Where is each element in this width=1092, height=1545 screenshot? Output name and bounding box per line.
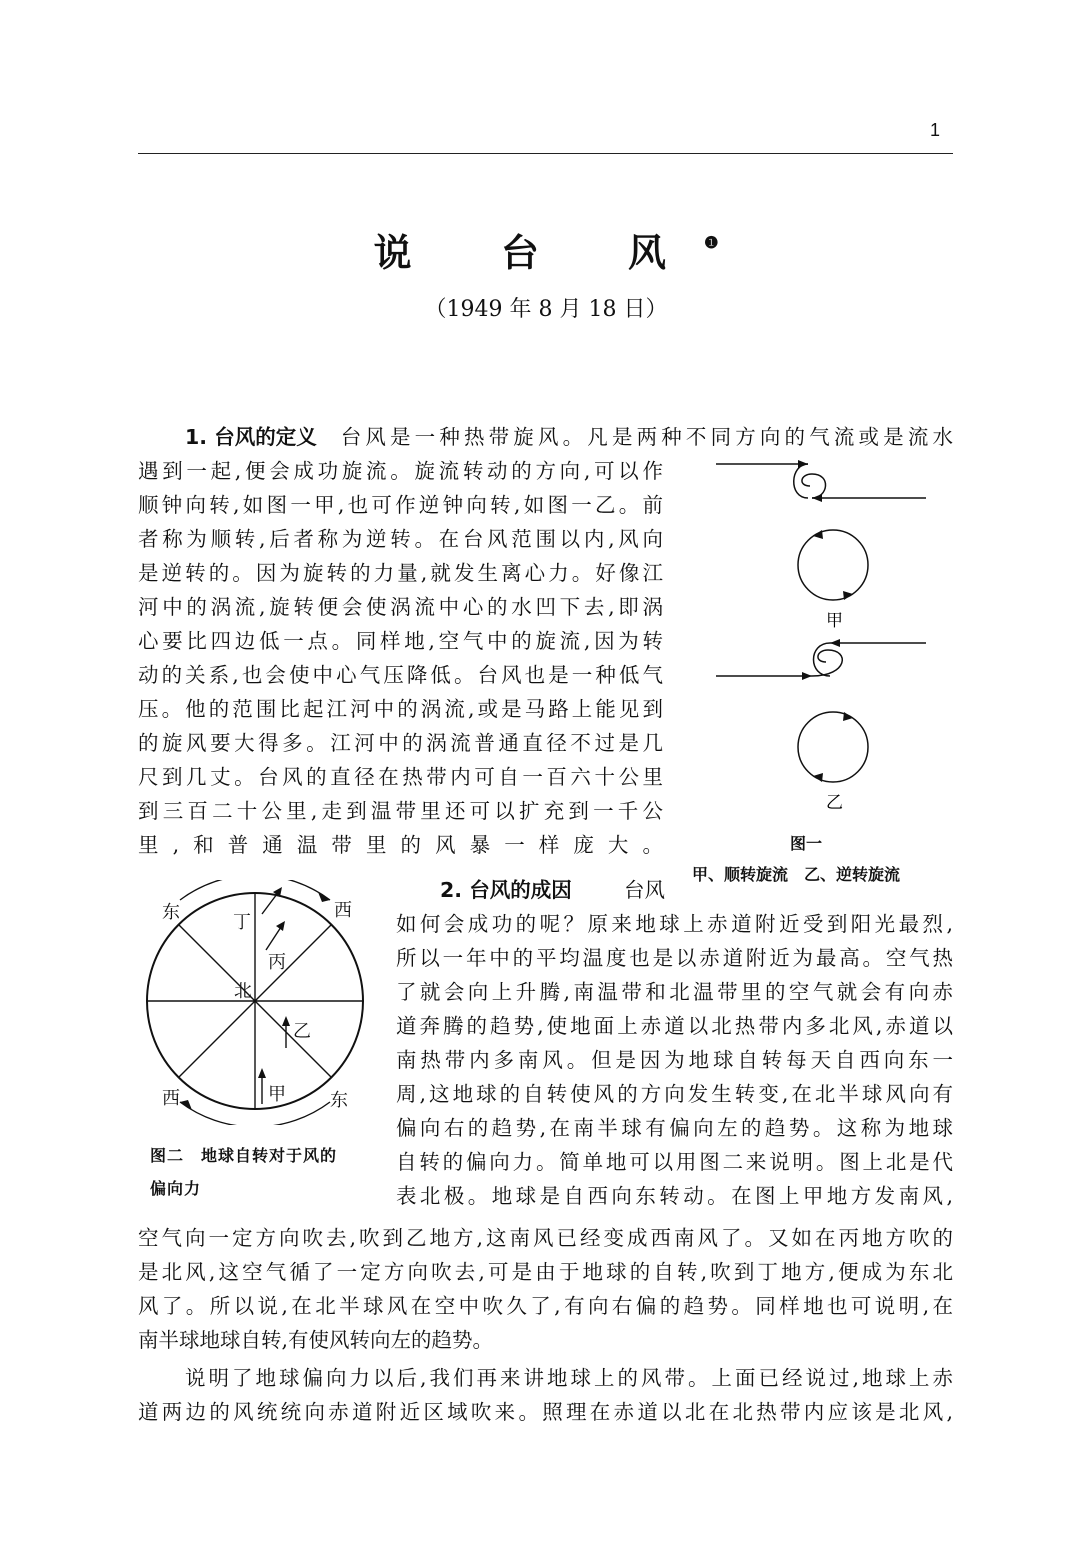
section1-line: 里,和普通温带里的风暴一样庞大。 [138,833,663,857]
section2-line: 所以一年中的平均温度也是以赤道附近为最高。空气热 [396,946,953,970]
section2-line: 风了。所以说,在北半球风在空中吹久了,有向右偏的趋势。同样地也可说明,在 [138,1294,953,1318]
figure2-label-ding: 丁 [233,912,251,933]
arrow-head-icon [276,921,285,931]
section1-line: 河中的涡流,旋转便会使涡流中心的水凹下去,即涡 [138,595,663,619]
section1-line: 压。他的范围比起江河中的涡流,或是马路上能见到 [138,697,663,721]
section2-first-line [440,876,665,904]
section1-line: 顺钟向转,如图一甲,也可作逆钟向转,如图一乙。前 [138,493,663,517]
section1-line: 遇到一起,便会成功旋流。旋流转动的方向,可以作 [138,459,663,483]
figure2-caption-line2: 偏向力 [150,1179,202,1198]
figure1-caption-title: 图一 [790,834,823,853]
section2-line: 表北极。地球是自西向东转动。在图上甲地方发南风, [396,1184,953,1208]
figure2-label-north: 北 [234,981,252,1002]
figure1-diagram [700,450,940,820]
section2-line: 空气向一定方向吹去,吹到乙地方,这南风已经变成西南风了。又如在丙地方吹的 [138,1226,953,1250]
section2-line: 台风 [624,878,665,902]
figure1-flow-curve [812,650,842,676]
section2-line: 南热带内多南风。但是因为地球自转每天自西向东一 [396,1048,953,1072]
section2-line: 如何会成功的呢？原来地球上赤道附近受到阳光最烈, [396,912,953,936]
section1-line: 台风是一种热带旋风。凡是两种不同方向的气流或是流水 [340,425,953,449]
section1-line: 者称为顺转,后者称为逆转。在台风范围以内,风向 [138,527,663,551]
page-number: 1 [930,120,941,140]
section2-line: 南半球地球自转,有使风转向左的趋势。 [138,1328,494,1352]
figure1-caption-text: 甲、顺转旋流 乙、逆转旋流 [692,865,901,884]
header-rule [138,153,953,154]
section1-heading: 1. 台风的定义 [185,425,317,449]
paragraph3-line: 道两边的风统统向赤道附近区域吹来。照理在赤道以北在北热带内应该是北风, [138,1400,953,1424]
section1-first-line [185,423,953,451]
section2-line: 偏向右的趋势,在南半球有偏向左的趋势。这称为地球 [396,1116,953,1140]
figure1-flow-curve [794,464,808,498]
arrow-head-icon [180,1100,192,1110]
section2-heading: 2. 台风的成因 [440,878,572,902]
arrow-head-icon [812,494,822,502]
figure2-label-jia: 甲 [268,1084,286,1105]
arrow-head-icon [318,892,330,902]
section1-line: 尺到几丈。台风的直径在热带内可自一百六十公里 [138,765,663,789]
figure2-label-yi: 乙 [293,1021,311,1042]
figure1-label-jia: 甲 [826,611,843,631]
arrow-head-icon [802,672,812,680]
section2-line: 自转的偏向力。简单地可以用图二来说明。图上北是代 [396,1150,953,1174]
section1-line: 到三百二十公里,走到温带里还可以扩充到一千公 [138,799,663,823]
arrow-head-icon [798,460,808,468]
section1-line: 动的关系,也会使中心气压降低。台风也是一种低气 [138,663,663,687]
figure2-label-east-bottom: 东 [330,1090,348,1111]
figure2-label-east-top: 东 [162,902,180,923]
figure2-label-west-top: 西 [334,900,352,921]
section2-line: 是北风,这空气循了一定方向吹去,可是由于地球的自转,吹到丁地方,便成为东北 [138,1260,953,1284]
section1-line: 心要比四边低一点。同样地,空气中的旋流,因为转 [138,629,663,653]
section1-line: 的旋风要大得多。江河中的涡流普通直径不过是几 [138,731,663,755]
figure2-label-west-bottom: 西 [162,1088,180,1109]
title-text: 说 台 风 [373,230,705,275]
figure1-flow-curve [802,474,826,498]
figure1-circle-jia [798,530,868,600]
figure1-flow-curve [814,643,831,676]
figure1-label-yi: 乙 [826,793,843,813]
figure2-caption-line1: 图二 地球自转对于风的 [150,1146,338,1165]
figure2-label-bing: 丙 [268,952,286,973]
arrow-head-icon [258,1068,266,1078]
figure2-diagram [138,880,383,1125]
section1-line: 是逆转的。因为旋转的力量,就发生离心力。好像江 [138,561,663,585]
footnote-mark: ❶ [704,233,719,253]
arrow-head-icon [830,639,840,647]
paragraph3-line: 说明了地球偏向力以后,我们再来讲地球上的风带。上面已经说过,地球上赤 [185,1366,953,1390]
section2-line: 了就会向上升腾,南温带和北温带里的空气就会有向赤 [396,980,953,1004]
figure1-circle-yi [798,712,868,782]
page-title [0,222,1092,277]
section2-line: 道奔腾的趋势,使地面上赤道以北热带内多北风,赤道以 [396,1014,953,1038]
arrow-head-icon [282,1016,290,1026]
date-line: （1949 年 8 月 18 日） [424,297,668,322]
section2-line: 周,这地球的自转使风的方向发生转变,在北半球风向有 [396,1082,953,1106]
